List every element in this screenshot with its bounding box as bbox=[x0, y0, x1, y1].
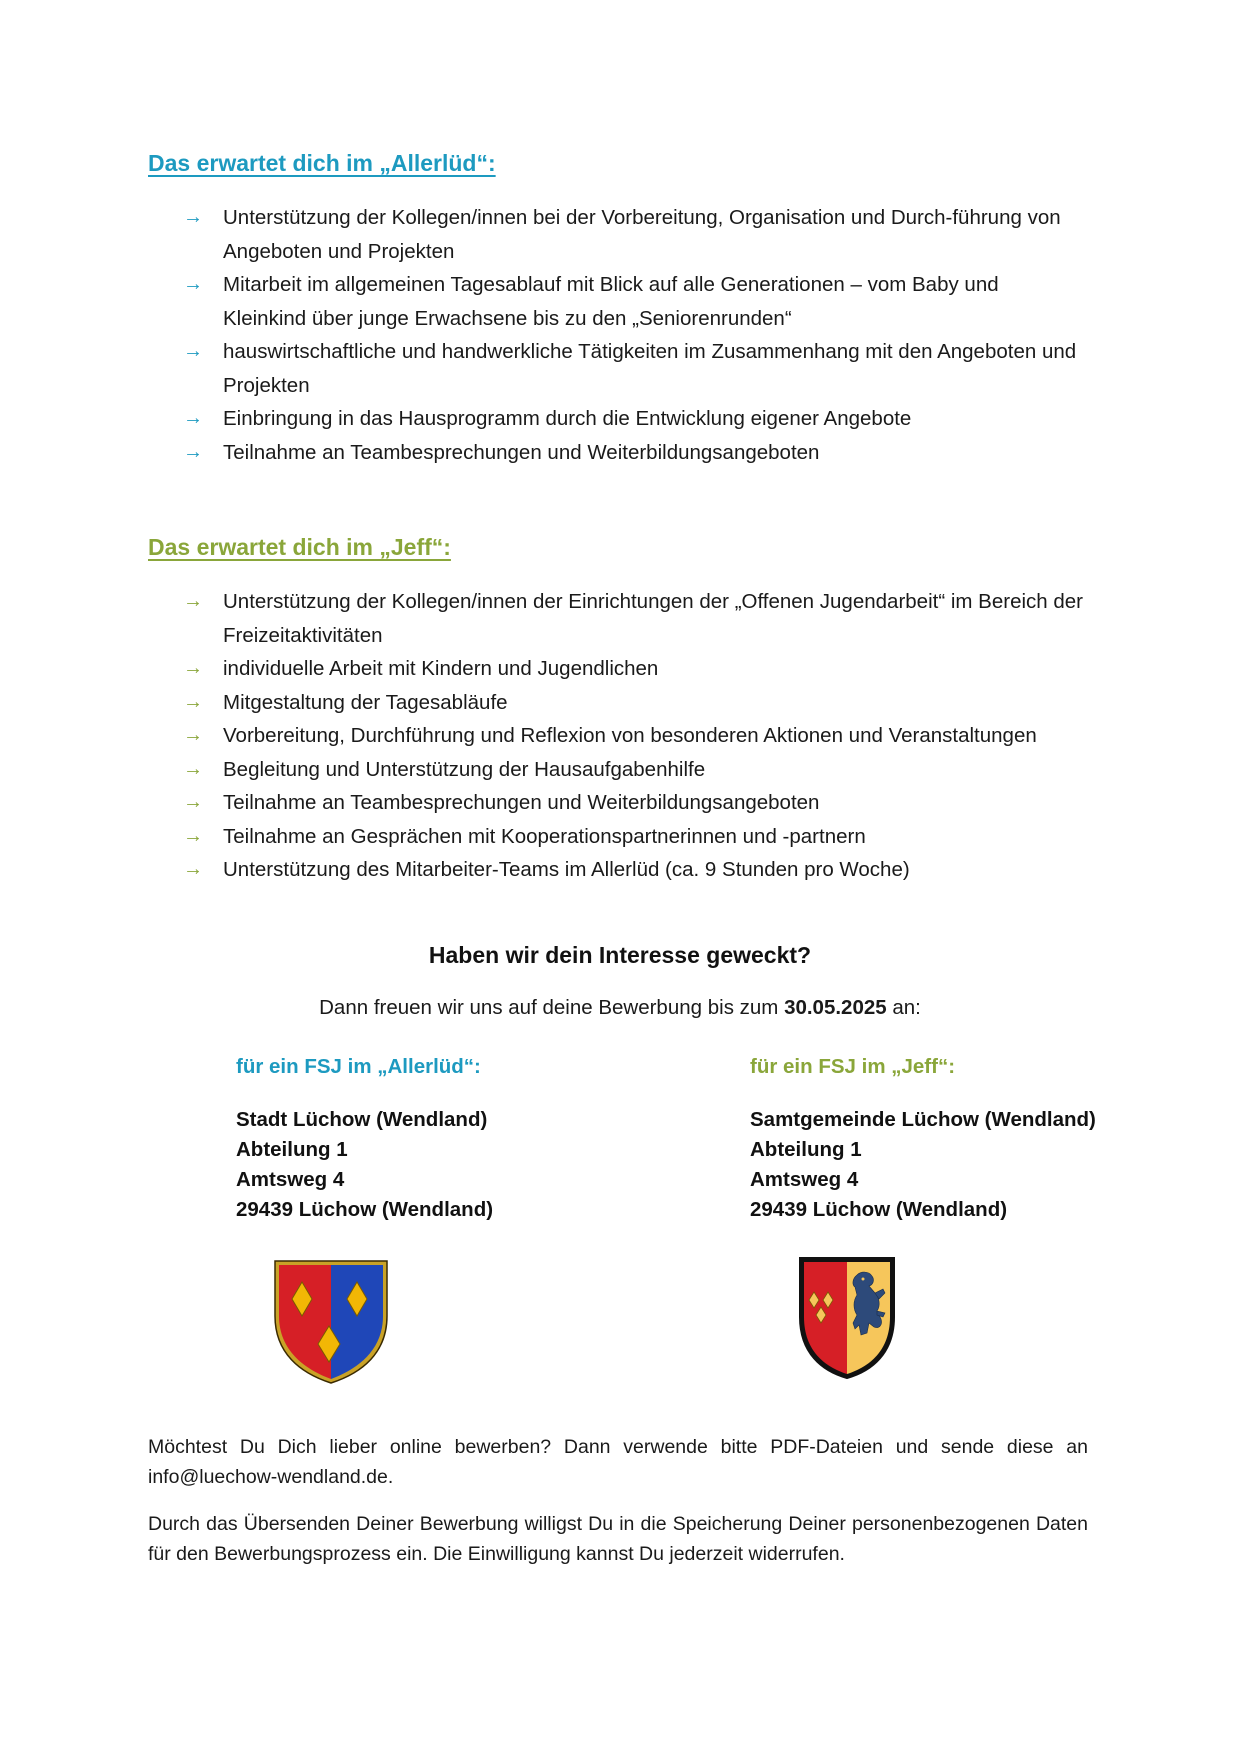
contact-allerlued bbox=[236, 1055, 656, 1225]
contact-allerlued-heading: für ein FSJ im „Allerlüd“: bbox=[236, 1055, 481, 1078]
list-item-text: Teilnahme an Gesprächen mit Kooperationspartnerinnen und -partnern bbox=[223, 824, 866, 848]
contact-jeff-heading: für ein FSJ im „Jeff“: bbox=[750, 1055, 956, 1078]
arrow-bullet-icon: → bbox=[183, 657, 203, 679]
cta-text-before: Dann freuen wir uns auf deine Bewerbung bis zum bbox=[319, 996, 785, 1019]
address-line: Abteilung 1 bbox=[236, 1138, 348, 1161]
list-item bbox=[183, 753, 1083, 787]
contact-allerlued-address bbox=[236, 1105, 656, 1225]
list-item bbox=[183, 585, 1083, 652]
jeff-task-list bbox=[183, 585, 1083, 887]
list-item-text: Begleitung und Unterstützung der Hausaufgabenhilfe bbox=[223, 757, 706, 781]
arrow-bullet-icon: → bbox=[183, 757, 203, 780]
list-item bbox=[183, 652, 1083, 686]
list-item-text: Unterstützung der Kollegen/innen der Einrichtungen der „Offenen Jugendarbeit“ im Bereich der Freizeitaktivitäten bbox=[223, 590, 1083, 647]
list-item-text: Unterstützung des Mitarbeiter-Teams im Allerlüd (ca. 9 Stunden pro Woche) bbox=[223, 858, 910, 881]
arrow-bullet-icon: → bbox=[183, 858, 203, 880]
list-item bbox=[183, 786, 1083, 820]
allerlued-heading: Das erwartet dich im „Allerlüd“: bbox=[148, 150, 496, 176]
samtgemeinde-luechow-crest-icon bbox=[797, 1255, 897, 1381]
list-item bbox=[183, 268, 1083, 335]
allerlued-task-list bbox=[183, 201, 1083, 469]
stadt-luechow-crest-icon bbox=[272, 1258, 390, 1386]
list-item-text: Vorbereitung, Durchführung und Reflexion von besonderen Aktionen und Veranstaltungen bbox=[223, 724, 1037, 747]
arrow-bullet-icon: → bbox=[183, 206, 203, 228]
list-item bbox=[183, 820, 1083, 854]
list-item bbox=[183, 335, 1083, 402]
address-line: Amtsweg 4 bbox=[236, 1168, 345, 1191]
cta-text-after: an: bbox=[886, 996, 921, 1019]
list-item bbox=[183, 201, 1083, 268]
list-item-text: Teilnahme an Teambesprechungen und Weiterbildungsangeboten bbox=[223, 440, 820, 464]
arrow-bullet-icon: → bbox=[183, 407, 203, 429]
address-line: Amtsweg 4 bbox=[750, 1168, 859, 1191]
list-item-text: Mitgestaltung der Tagesabläufe bbox=[223, 690, 508, 714]
contact-jeff-address bbox=[750, 1105, 1170, 1225]
list-item-text: Teilnahme an Teambesprechungen und Weiterbildungsangeboten bbox=[223, 791, 820, 814]
arrow-bullet-icon: → bbox=[183, 690, 203, 713]
address-line: Stadt Lüchow (Wendland) bbox=[236, 1108, 488, 1131]
cta-title: Haben wir dein Interesse geweckt? bbox=[428, 942, 812, 968]
address-line: 29439 Lüchow (Wendland) bbox=[236, 1198, 494, 1221]
online-application-note: Möchtest Du Dich lieber online bewerben? Dann verwende bitte PDF-Dateien und sende diese an info@luechow-wendland.de. bbox=[148, 1436, 1088, 1488]
list-item-text: individuelle Arbeit mit Kindern und Jugendlichen bbox=[223, 657, 659, 680]
list-item-text: Einbringung in das Hausprogramm durch die Entwicklung eigener Angebote bbox=[223, 407, 912, 430]
arrow-bullet-icon: → bbox=[183, 590, 203, 612]
arrow-bullet-icon: → bbox=[183, 724, 203, 746]
list-item bbox=[183, 719, 1083, 753]
list-item-text: Unterstützung der Kollegen/innen bei der Vorbereitung, Organisation und Durch-führung von Angeboten und Projekten bbox=[223, 206, 1061, 263]
address-line: 29439 Lüchow (Wendland) bbox=[750, 1198, 1008, 1221]
data-consent-note: Durch das Übersenden Deiner Bewerbung willigst Du in die Speicherung Deiner personenbezogenen Daten für den Bewerbungsprozess ein. Die Einwilligung kannst Du jederzeit widerrufen. bbox=[148, 1513, 1088, 1565]
list-item-text: hauswirtschaftliche und handwerkliche Tätigkeiten im Zusammenhang mit den Angeboten und Projekten bbox=[223, 340, 1077, 397]
deadline-date: 30.05.2025 bbox=[784, 996, 887, 1019]
list-item-text: Mitarbeit im allgemeinen Tagesablauf mit Blick auf alle Generationen – vom Baby und Kleinkind über junge Erwachsene bis zu den „Seniorenrunden“ bbox=[223, 273, 999, 330]
list-item bbox=[183, 686, 1083, 720]
contact-jeff bbox=[750, 1055, 1170, 1225]
arrow-bullet-icon: → bbox=[183, 273, 203, 295]
cta-text bbox=[0, 996, 1240, 1020]
address-line: Abteilung 1 bbox=[750, 1138, 862, 1161]
arrow-bullet-icon: → bbox=[183, 340, 203, 362]
address-line: Samtgemeinde Lüchow (Wendland) bbox=[750, 1108, 1096, 1131]
list-item bbox=[183, 436, 1083, 470]
arrow-bullet-icon: → bbox=[183, 440, 203, 463]
list-item bbox=[183, 853, 1083, 887]
jeff-heading: Das erwartet dich im „Jeff“: bbox=[148, 534, 451, 560]
arrow-bullet-icon: → bbox=[183, 824, 203, 847]
arrow-bullet-icon: → bbox=[183, 791, 203, 813]
list-item bbox=[183, 402, 1083, 436]
